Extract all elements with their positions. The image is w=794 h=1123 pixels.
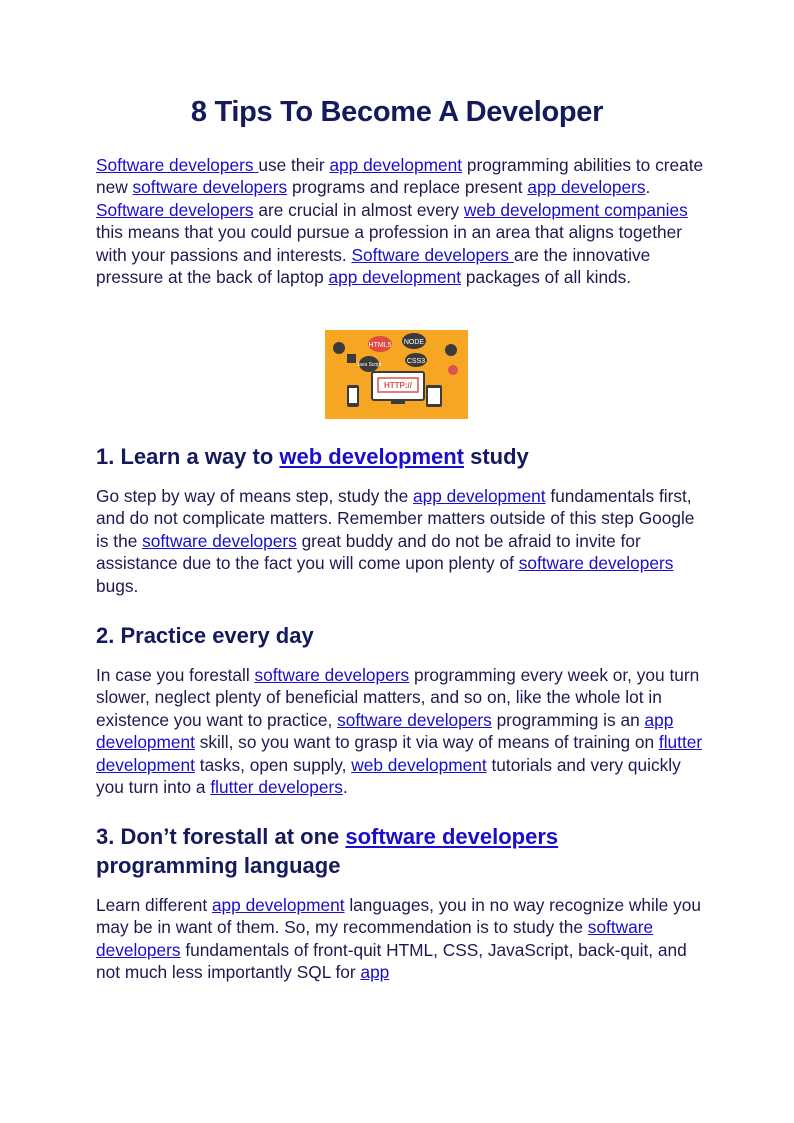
cloud-icon <box>445 344 457 356</box>
inline-link[interactable]: software developers <box>96 917 654 960</box>
http-label: HTTP:// <box>384 381 412 390</box>
js-label: Java Script <box>356 362 382 368</box>
text-run: skill, so you want to grasp it via way of means of training on <box>194 732 659 753</box>
text-run: this means that you could pursue a profession in an area that aligns together with your passions and interests. <box>96 222 683 265</box>
web-development-illustration <box>325 330 468 419</box>
inline-link[interactable]: software developers <box>518 553 674 574</box>
inline-link[interactable]: Software developers <box>96 155 259 175</box>
text-run: programming is an <box>491 709 645 730</box>
section-3-heading <box>96 822 616 880</box>
inline-link[interactable]: flutter development <box>96 732 703 775</box>
text-run: In case you forestall <box>96 665 255 685</box>
inline-link[interactable]: app <box>360 962 390 983</box>
section-2 <box>96 621 706 798</box>
section-1-heading <box>96 442 706 471</box>
tablet-screen <box>428 388 440 404</box>
page-title: 8 Tips To Become A Developer <box>190 96 604 128</box>
inline-link[interactable]: app development <box>329 155 463 175</box>
text-run: tutorials and very quickly you turn into a <box>96 754 681 798</box>
illustration-svg <box>325 330 468 419</box>
monitor-stand <box>391 400 405 404</box>
phone-screen <box>349 388 357 403</box>
inline-link[interactable]: flutter developers <box>210 777 343 798</box>
inline-link[interactable]: web development <box>351 754 487 775</box>
intro-section <box>96 154 706 288</box>
text-run: . <box>342 777 348 798</box>
text-run: 1. Learn a way to <box>96 444 280 469</box>
text-run: great buddy and do not be afraid to invite for assistance due to the fact you will come upon plenty of <box>96 530 641 574</box>
inline-link[interactable]: app development <box>328 267 462 288</box>
inline-link[interactable]: Software developers <box>351 244 514 265</box>
text-run: Go step by way of means step, study the <box>96 486 413 506</box>
text-run: study <box>464 444 529 469</box>
inline-link[interactable]: web development companies <box>463 199 688 220</box>
inline-link[interactable]: software developers <box>337 709 492 730</box>
gear-icon <box>333 342 345 354</box>
section-3 <box>96 822 706 984</box>
inline-link[interactable]: software developers <box>345 824 559 849</box>
text-run: programming every week or, you turn slower, neglect plenty of beneficial matters, and so on, like the whole lot in existence you want to practice, <box>96 665 700 730</box>
inline-link[interactable]: app developers <box>527 177 646 198</box>
section-2-paragraph <box>96 664 706 798</box>
inline-link[interactable]: software developers <box>132 177 288 198</box>
text-run: languages, you in no way recognize while you may be in want of them. So, my recommendation is to study the <box>96 895 701 938</box>
text-run: use their <box>258 155 330 175</box>
text-run: programs and replace present <box>287 177 528 198</box>
inline-link[interactable]: app development <box>96 709 674 753</box>
section-1-paragraph <box>96 485 706 597</box>
inline-link[interactable]: Software developers <box>96 199 254 220</box>
text-run: . <box>645 177 651 198</box>
node-label: NODE <box>403 339 425 346</box>
text-run: programming language <box>96 853 341 878</box>
hourglass-icon <box>347 354 356 363</box>
text-run: tasks, open supply, <box>194 754 352 775</box>
text-run: packages of all kinds. <box>461 267 632 288</box>
text-run: fundamentals of front-quit HTML, CSS, JavaScript, back-quit, and not much less importantly SQL for <box>96 939 687 983</box>
section-1 <box>96 442 706 597</box>
inline-link[interactable]: app development <box>413 486 546 506</box>
text-run: are crucial in almost every <box>253 199 464 220</box>
inline-link[interactable]: web development <box>279 444 464 469</box>
text-run: fundamentals first, and do not complicate matters. Remember matters outside of this step Google is the <box>96 486 695 551</box>
inline-link[interactable]: software developers <box>254 665 410 685</box>
section-3-paragraph <box>96 894 706 984</box>
section-2-heading <box>96 621 706 650</box>
text-run: Learn different <box>96 895 212 915</box>
inline-link[interactable]: software developers <box>142 530 297 551</box>
text-run: 3. Don’t forestall at one <box>96 824 346 849</box>
css-label: CSS3 <box>406 358 426 365</box>
text-run: bugs. <box>96 575 139 596</box>
intro-paragraph <box>96 154 706 288</box>
settings-icon <box>448 365 458 375</box>
text-run: programming abilities to create new <box>96 155 704 198</box>
html-label: HTML5 <box>368 342 392 349</box>
text-run: are the innovative pressure at the back of laptop <box>96 244 651 288</box>
inline-link[interactable]: app development <box>211 895 345 915</box>
text-run: 2. Practice every day <box>96 623 314 648</box>
